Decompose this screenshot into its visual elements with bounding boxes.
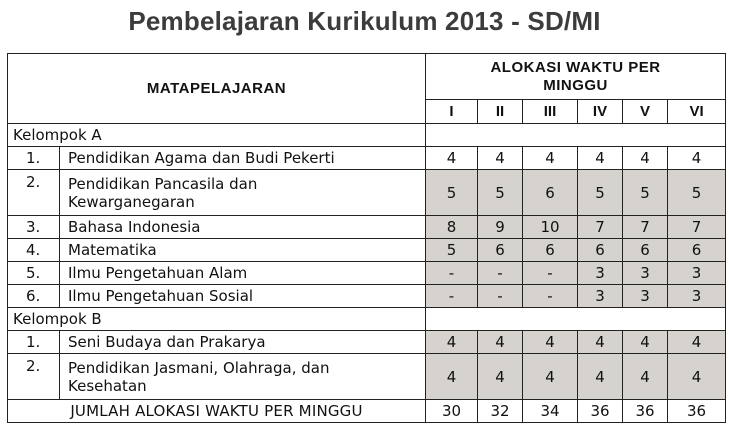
value-cell: 5: [426, 239, 478, 262]
grade-header: I: [426, 100, 478, 124]
table-row: [8, 262, 726, 285]
grade-header: V: [623, 100, 668, 124]
total-row: [8, 400, 726, 423]
value-cell: 4: [478, 147, 523, 170]
value-cell: 5: [578, 170, 623, 216]
row-number: 1.: [8, 331, 60, 354]
value-cell: 5: [668, 170, 726, 216]
subject-name: [60, 354, 426, 400]
table-row: [8, 285, 726, 308]
value-cell: -: [426, 262, 478, 285]
value-cell: 7: [668, 216, 726, 239]
group-b-row: [8, 308, 726, 331]
value-cell: 5: [426, 170, 478, 216]
value-cell: 5: [478, 170, 523, 216]
value-cell: -: [426, 285, 478, 308]
value-cell: 8: [426, 216, 478, 239]
group-a-row: [8, 124, 726, 147]
value-cell: -: [478, 262, 523, 285]
grade-header: IV: [578, 100, 623, 124]
value-cell: 3: [623, 262, 668, 285]
value-cell: 4: [578, 331, 623, 354]
total-value: 36: [623, 400, 668, 423]
value-cell: 4: [623, 147, 668, 170]
subject-name-line2: Kewarganegaran: [68, 192, 195, 211]
value-cell: 4: [668, 331, 726, 354]
table-row: [8, 239, 726, 262]
value-cell: 3: [668, 262, 726, 285]
value-cell: 4: [668, 147, 726, 170]
subject-name-line2: Kesehatan: [68, 376, 147, 395]
value-cell: 4: [668, 354, 726, 400]
row-number: 1.: [8, 147, 60, 170]
value-cell: 4: [426, 331, 478, 354]
curriculum-table: [7, 53, 726, 423]
subject-name: Ilmu Pengetahuan Sosial: [60, 285, 426, 308]
value-cell: 4: [478, 331, 523, 354]
subject-name-line1: Pendidikan Pancasila dan: [68, 174, 258, 193]
value-cell: -: [523, 262, 578, 285]
value-cell: 4: [578, 354, 623, 400]
value-cell: 5: [623, 170, 668, 216]
value-cell: 3: [623, 285, 668, 308]
group-b-label: Kelompok B: [8, 308, 426, 331]
value-cell: -: [478, 285, 523, 308]
value-cell: 3: [668, 285, 726, 308]
value-cell: 10: [523, 216, 578, 239]
allocation-header: [426, 54, 726, 100]
value-cell: 6: [523, 170, 578, 216]
value-cell: 4: [426, 147, 478, 170]
row-number: 2.: [8, 170, 60, 216]
group-a-blank: [426, 124, 726, 147]
value-cell: 6: [623, 239, 668, 262]
row-number: 4.: [8, 239, 60, 262]
subject-name: Pendidikan Agama dan Budi Pekerti: [60, 147, 426, 170]
header-row: [8, 54, 726, 100]
row-number: 3.: [8, 216, 60, 239]
value-cell: 4: [426, 354, 478, 400]
total-value: 36: [668, 400, 726, 423]
subject-column-header: [8, 54, 426, 124]
total-value: 32: [478, 400, 523, 423]
total-label: JUMLAH ALOKASI WAKTU PER MINGGU: [8, 400, 426, 423]
total-value: 30: [426, 400, 478, 423]
row-number: 6.: [8, 285, 60, 308]
table-row: [8, 170, 726, 216]
value-cell: 4: [523, 147, 578, 170]
row-number: 2.: [8, 354, 60, 400]
value-cell: 7: [623, 216, 668, 239]
row-number: 5.: [8, 262, 60, 285]
grade-header: VI: [668, 100, 726, 124]
value-cell: 3: [578, 262, 623, 285]
grade-header: II: [478, 100, 523, 124]
value-cell: 6: [478, 239, 523, 262]
page-title: Pembelajaran Kurikulum 2013 - SD/MI: [128, 6, 601, 36]
value-cell: 4: [578, 147, 623, 170]
subject-name: Matematika: [60, 239, 426, 262]
grade-header: III: [523, 100, 578, 124]
allocation-header-line2: MINGGU: [543, 76, 608, 94]
value-cell: 3: [578, 285, 623, 308]
value-cell: 4: [523, 354, 578, 400]
value-cell: 4: [623, 331, 668, 354]
total-value: 34: [523, 400, 578, 423]
value-cell: 6: [578, 239, 623, 262]
total-value: 36: [578, 400, 623, 423]
table-row: [8, 354, 726, 400]
allocation-header-line1: ALOKASI WAKTU PER: [490, 58, 661, 76]
group-a-label: Kelompok A: [8, 124, 426, 147]
group-b-blank: [426, 308, 726, 331]
subject-name: Seni Budaya dan Prakarya: [60, 331, 426, 354]
table-row: [8, 331, 726, 354]
subject-column-label: MATAPELAJARAN: [146, 79, 287, 97]
subject-name-line1: Pendidikan Jasmani, Olahraga, dan: [68, 358, 330, 377]
value-cell: 7: [578, 216, 623, 239]
value-cell: 4: [623, 354, 668, 400]
value-cell: 9: [478, 216, 523, 239]
value-cell: 4: [523, 331, 578, 354]
value-cell: 4: [478, 354, 523, 400]
subject-name: Bahasa Indonesia: [60, 216, 426, 239]
table-row: [8, 147, 726, 170]
table-row: [8, 216, 726, 239]
subject-name: Ilmu Pengetahuan Alam: [60, 262, 426, 285]
value-cell: 6: [523, 239, 578, 262]
value-cell: 6: [668, 239, 726, 262]
subject-name: [60, 170, 426, 216]
value-cell: -: [523, 285, 578, 308]
